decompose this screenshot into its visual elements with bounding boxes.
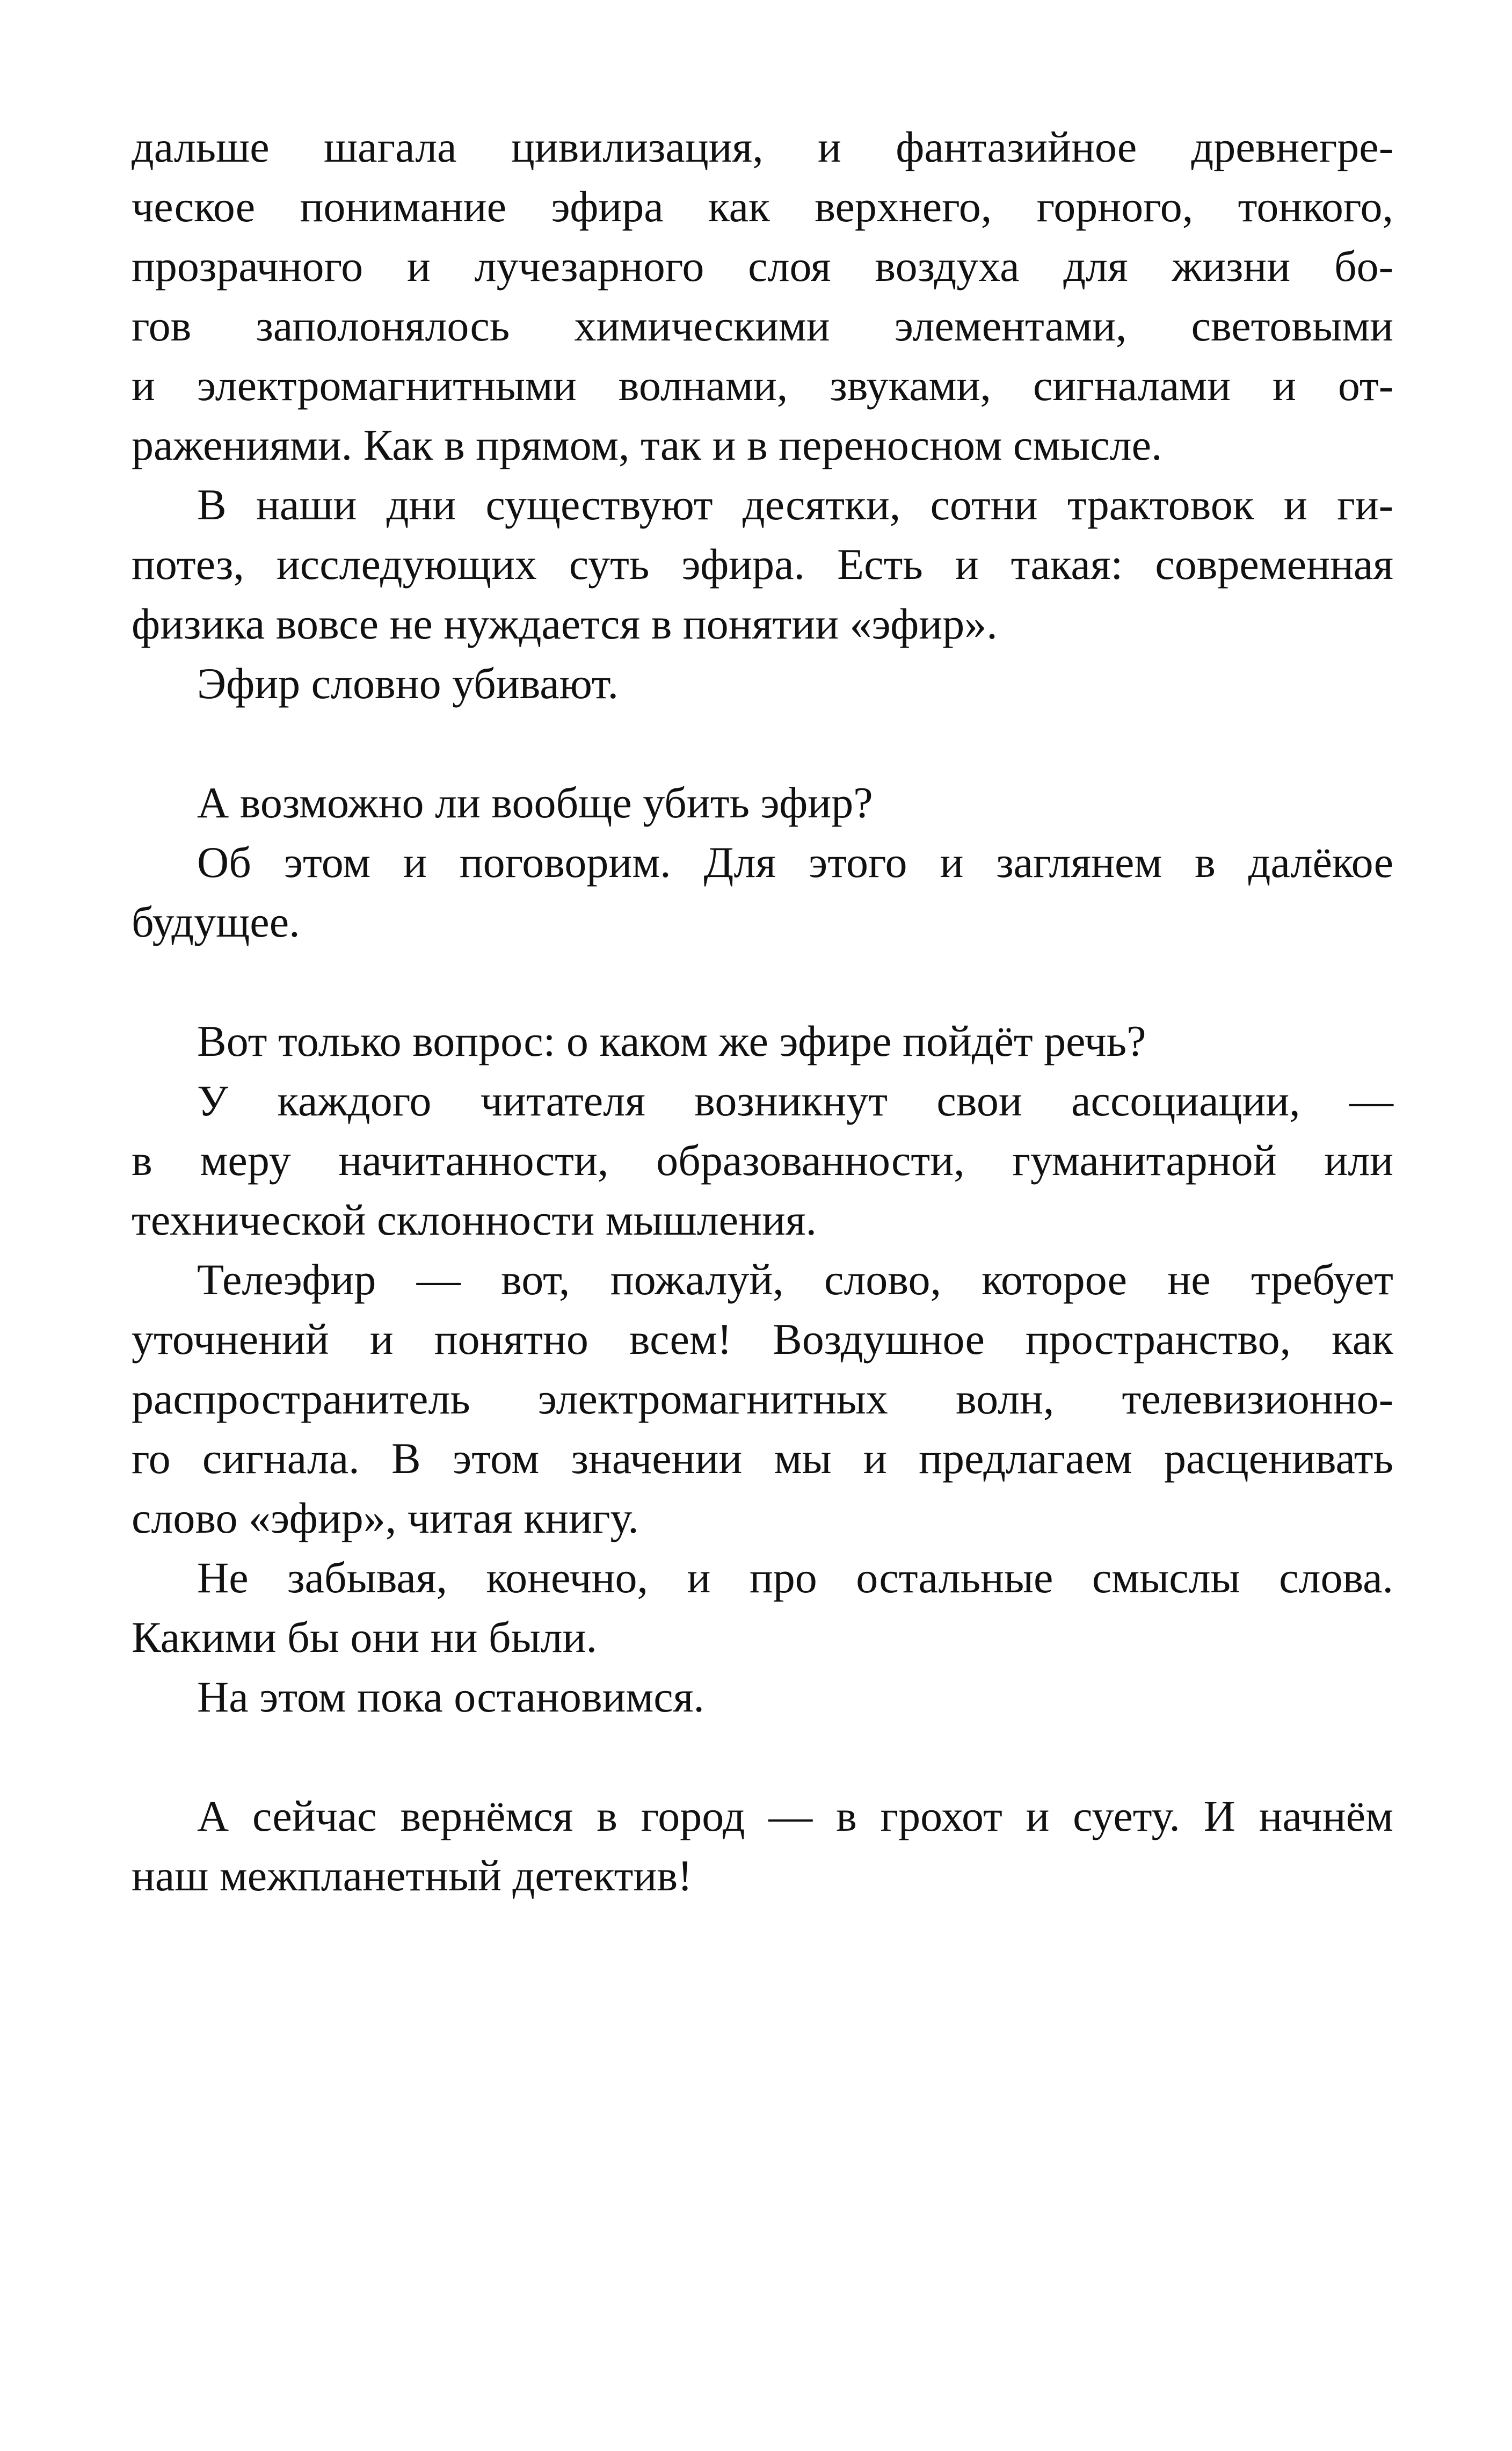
text-line-15: У каждого читателя возникнут свои ассоциации, — bbox=[197, 1076, 1393, 1125]
text-line-4: гов заполонялось химическими элементами, световыми bbox=[132, 301, 1393, 350]
text-line-17: технической склонности мышления. bbox=[132, 1195, 817, 1244]
text-line-11: А возможно ли вообще убить эфир? bbox=[197, 778, 873, 827]
text-line-16: в меру начитанности, образованности, гуманитарной или bbox=[132, 1136, 1393, 1185]
text-line-22: слово «эфир», читая книгу. bbox=[132, 1493, 639, 1542]
text-line-14: Вот только вопрос: о каком же эфире пойдёт речь? bbox=[197, 1017, 1146, 1065]
text-line-26: А сейчас вернёмся в город — в грохот и суету. И начнём bbox=[197, 1792, 1393, 1840]
text-line-1: дальше шагала цивилизация, и фантазийное древнегре- bbox=[132, 122, 1393, 171]
text-line-21: го сигнала. В этом значении мы и предлагаем расценивать bbox=[132, 1434, 1393, 1483]
text-line-3: прозрачного и лучезарного слоя воздуха для жизни бо- bbox=[132, 242, 1393, 291]
text-line-13: будущее. bbox=[132, 897, 300, 946]
text-line-7: В наши дни существуют десятки, сотни трактовок и ги- bbox=[197, 480, 1393, 529]
paragraph-gap bbox=[132, 1727, 1393, 1786]
text-line-25: На этом пока остановимся. bbox=[197, 1672, 704, 1721]
paragraph-gap bbox=[132, 713, 1393, 773]
text-line-20: распространитель электромагнитных волн, телевизионно- bbox=[132, 1374, 1393, 1423]
paragraph-gap bbox=[132, 952, 1393, 1011]
text-line-2: ческое понимание эфира как верхнего, горного, тонкого, bbox=[132, 182, 1393, 231]
text-line-8: потез, исследующих суть эфира. Есть и такая: современная bbox=[132, 540, 1393, 589]
text-line-24: Какими бы они ни были. bbox=[132, 1613, 597, 1662]
text-line-10: Эфир словно убивают. bbox=[197, 659, 619, 708]
text-line-5: и электромагнитными волнами, звуками, сигналами и от- bbox=[132, 361, 1393, 410]
text-line-27: наш межпланетный детектив! bbox=[132, 1851, 693, 1900]
text-line-19: уточнений и понятно всем! Воздушное пространство, как bbox=[132, 1315, 1393, 1364]
text-line-18: Телеэфир — вот, пожалуй, слово, которое не требует bbox=[197, 1255, 1393, 1304]
body-text bbox=[132, 117, 1393, 1905]
text-line-23: Не забывая, конечно, и про остальные смыслы слова. bbox=[197, 1553, 1393, 1602]
text-line-9: физика вовсе не нуждается в понятии «эфир». bbox=[132, 599, 998, 648]
text-line-6: ражениями. Как в прямом, так и в переносном смысле. bbox=[132, 420, 1162, 469]
text-line-12: Об этом и поговорим. Для этого и заглянем в далёкое bbox=[197, 838, 1393, 887]
